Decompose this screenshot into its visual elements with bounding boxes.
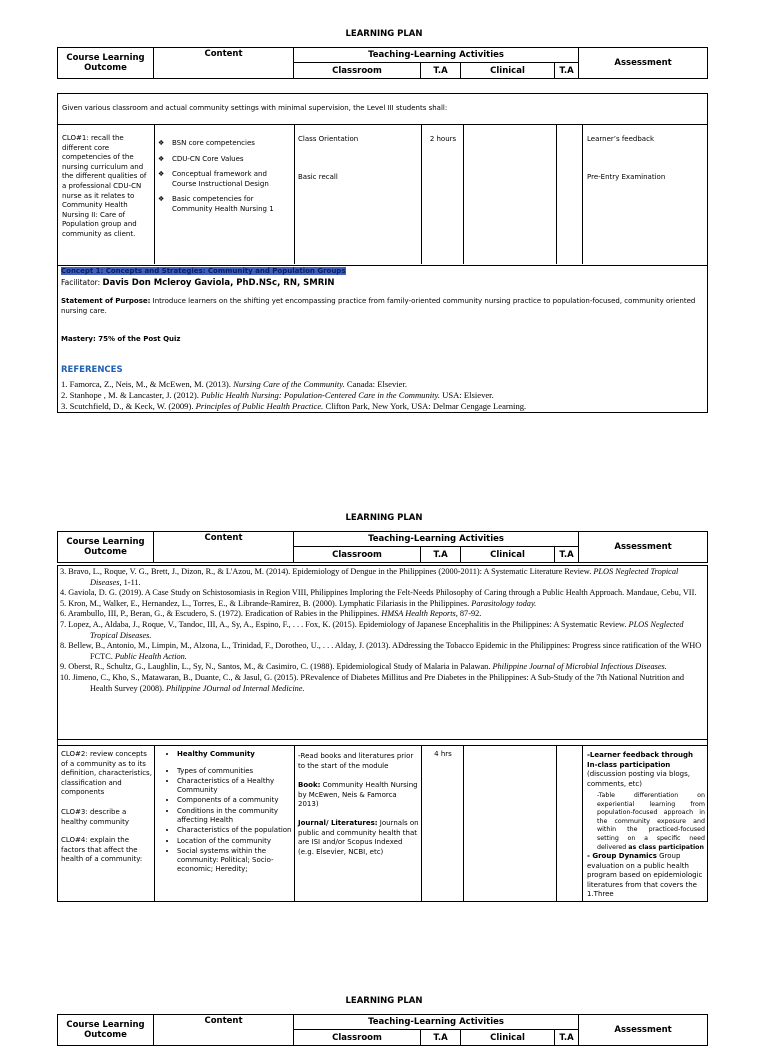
intro-text: Given various classroom and actual community settings with minimal supervision, the Level III students shall: (62, 104, 448, 112)
clo4-text: CLO#4: explain the factors that affect the health of a community: (61, 836, 143, 864)
list-item: ❖ Basic competencies for Community Health Nursing 1 (158, 195, 274, 213)
diamond-bullet-icon: ❖ (158, 139, 165, 147)
ta-hours-1: 2 hours (429, 135, 457, 143)
content-list-2 (157, 750, 295, 875)
facilitator-name: Davis Don Mcleroy Gaviola, PhD.NSc, RN, SMRIN (102, 278, 335, 288)
list-item: ❖ Conceptual framework and Course Instructional Design (158, 170, 269, 188)
col-assessment-header: Assessment (579, 532, 708, 563)
list-item: • Characteristics of the population (177, 826, 295, 835)
clo1-text: CLO#1: recall the different core competencies of the nursing curriculum and the different qualities of a professional CDU-CN nurse as it relates to Community Health Nursing II: Care of Population group and community as client. (62, 134, 147, 238)
diamond-bullet-icon: ❖ (158, 195, 165, 204)
col-content-header: Content (154, 48, 294, 79)
book-label: Book: (298, 781, 321, 789)
col-classroom-header: Classroom (294, 1030, 421, 1046)
col-ta2-header: T.A (555, 547, 579, 563)
classroom-journal (298, 819, 419, 857)
references-list-2 (60, 567, 705, 694)
classroom-activity-read: -Read books and literatures prior to the start of the module (298, 752, 414, 770)
col-ta-header: T.A (421, 63, 461, 79)
classroom-book (298, 781, 419, 810)
list-item: • Components of a community (177, 796, 295, 805)
content-list-1 (158, 139, 290, 221)
list-item: • Conditions in the community affecting Health (177, 807, 295, 824)
col-outcome-header: Course Learning Outcome (58, 532, 154, 563)
classroom-activity-2: Basic recall (298, 173, 338, 181)
list-item: • Characteristics of a Healthy Community (177, 777, 295, 794)
col-content-header: Content (154, 532, 294, 563)
statement-of-purpose (61, 297, 701, 316)
journal-label: Journal/ Literatures: (298, 819, 378, 827)
classroom-activity-1: Class Orientation (298, 135, 359, 143)
content-box-1 (57, 93, 708, 413)
facilitator-line (61, 277, 335, 289)
list-item: 3. Scutchfield, D., & Keck, W. (2009). Principles of Public Health Practice. Clifton Park, New York, USA: Delmar Cengage Learning. (61, 401, 527, 411)
assessment-1: Learner’s feedback (587, 135, 655, 143)
col-assessment-header: Assessment (579, 48, 708, 79)
list-item: • Location of the community (177, 837, 295, 846)
col-tla-header: Teaching-Learning Activities (294, 48, 579, 63)
diamond-bullet-icon: ❖ (158, 170, 165, 179)
content-box-2 (57, 565, 708, 902)
col-tla-header: Teaching-Learning Activities (294, 1015, 579, 1030)
list-item: 2. Stanhope , M. & Lancaster, J. (2012). Public Health Nursing: Population-Centered Care in the Community. USA: Elsiever. (61, 390, 494, 400)
purpose-label: Statement of Purpose: (61, 297, 151, 305)
list-item: 4. Gaviola, D. G. (2019). A Case Study on Schistosomiasis in Region VIII, Philippines Imploring the Felt-Needs Philosophy of Caring through a Public Health Approach. Mandaue, Cebu, VII. (60, 588, 697, 598)
clo3-text: CLO#3: describe a healthy community (61, 808, 130, 826)
col-tla-header: Teaching-Learning Activities (294, 532, 579, 547)
col-content-header: Content (154, 1015, 294, 1046)
purpose-text: Introduce learners on the shifting yet encompassing practice from family-oriented community nursing practice to population-focused, community oriented nursing care. (61, 297, 696, 315)
diamond-bullet-icon: ❖ (158, 154, 165, 163)
col-ta2-header: T.A (555, 1030, 579, 1046)
list-item: • Types of communities (177, 767, 295, 776)
references-list-1 (61, 379, 706, 412)
concept-title: Concept 1: Concepts and Strategies: Community and Population Groups (61, 267, 346, 275)
list-item: 5. Kron, M., Walker, E., Hernandez, L., Torres, E., & Librande-Ramirez, B. (2000). Lymphatic Filariasis in the Philippines. Parasitology today. (60, 598, 537, 608)
assessment-discussion: (discussion posting via blogs, comments, etc) (587, 770, 690, 788)
list-item: ❖ BSN core competencies (158, 139, 255, 147)
header-table (57, 1014, 708, 1046)
list-item: 8. Bellew, B., Antonio, M., Limpin, M., Alzona, L., Trinidad, F., Dorotheo, U., . . . Alday, J. (2013). ADdressing the Tobacco Epidemic in the Philippines: Progress since ratification of the WHO FCTC. Public Health Action. (60, 641, 702, 661)
list-item: 6. Arambullo, III, P., Beran, G., & Escudero, S. (1972). Eradication of Rabies in the Philippines. HMSA Health Reports, 87-92. (60, 609, 482, 619)
list-item: 7. Lopez, A., Aldaba, J., Roque, V., Tandoc, III, A., Sy, A., Espino, F., . . . Fox, K. (2015). Epidemiology of Japanese Encephalitis in the Philippines: A Systematic Review. PLOS Neglected Tropical Diseases. (60, 619, 684, 640)
page-title: LEARNING PLAN (345, 29, 423, 39)
col-clinical-header: Clinical (461, 63, 555, 79)
col-clinical-header: Clinical (461, 547, 555, 563)
col-ta2-header: T.A (555, 63, 579, 79)
col-assessment-header: Assessment (579, 1015, 708, 1046)
assessment-head: -Learner feedback through In-class participation (587, 751, 694, 769)
col-outcome-header: Course Learning Outcome (58, 1015, 154, 1046)
col-ta-header: T.A (421, 1030, 461, 1046)
list-item: 9. Oberst, R., Schultz, G., Laughlin, L., Sy, N., Santos, M., & Casimiro, C. (1988). Epidemiological Study of Malaria in Palawan. Philippine Journal of Microbial Infectious Diseases. (60, 662, 667, 672)
assessment-table-differentiation: -Table differentiation on experiential learning from population-focused approach in the community exposure and within the practiced-focused setting on a specific need delivered as class participation (597, 792, 705, 851)
ta-hours-2: 4 hrs (434, 750, 452, 758)
col-clinical-header: Clinical (461, 1030, 555, 1046)
references-heading: REFERENCES (61, 365, 123, 375)
page-title: LEARNING PLAN (345, 513, 423, 523)
clo2-text: CLO#2: review concepts of a community as to its definition, characteristics, classification and components (61, 750, 152, 797)
col-outcome-header: Course Learning Outcome (58, 48, 154, 79)
col-classroom-header: Classroom (294, 547, 421, 563)
assessment-2: Pre-Entry Examination (587, 173, 666, 181)
book-text: Community Health Nursing by McEwen, Neis & Famorca 2013) (298, 781, 418, 809)
col-ta-header: T.A (421, 547, 461, 563)
facilitator-label: Facilitator: (61, 278, 103, 287)
list-item: 3. Bravo, L., Roque, V. G., Brett, J., Dizon, R., & L'Azou, M. (2014). Epidemiology of Dengue in the Philippines (2000-2011): A Systematic Literature Review. PLOS Neglected Tropical Diseases, 1-11. (60, 567, 679, 587)
list-item: ❖ CDU-CN Core Values (158, 154, 244, 163)
assessment-group-dynamics: - Group Dynamics Group evaluation on a public health program based on epidemiologic literatures from that covers the 1.Three (587, 852, 703, 899)
col-classroom-header: Classroom (294, 63, 421, 79)
list-item: • Social systems within the community: Political; Socio-economic; Heredity; (177, 847, 295, 873)
header-table (57, 47, 708, 79)
journal-text: Journals on public and community health that are ISI and/or Scopus Indexed (e.g. Elsevier, NCBI, etc) (298, 819, 419, 856)
mastery-text: Mastery: 75% of the Post Quiz (61, 335, 181, 343)
list-item: 1. Famorca, Z., Neis, M., & McEwen, M. (2013). Nursing Care of the Community. Canada: Elsevier. (61, 379, 408, 389)
header-table (57, 531, 708, 563)
list-item: • Healthy Community (177, 750, 295, 759)
list-item: 10. Jimeno, C., Kho, S., Matawaran, B., Duante, C., & Jasul, G. (2015). PRevalence of Diabetes Millitus and Pre Diabetes in the Philippines: A Sub-Study of the 7th National Nutrition and Health Survey (2008). Philippine JOurnal od Internal Medicine. (60, 672, 685, 693)
page-title: LEARNING PLAN (345, 996, 423, 1006)
